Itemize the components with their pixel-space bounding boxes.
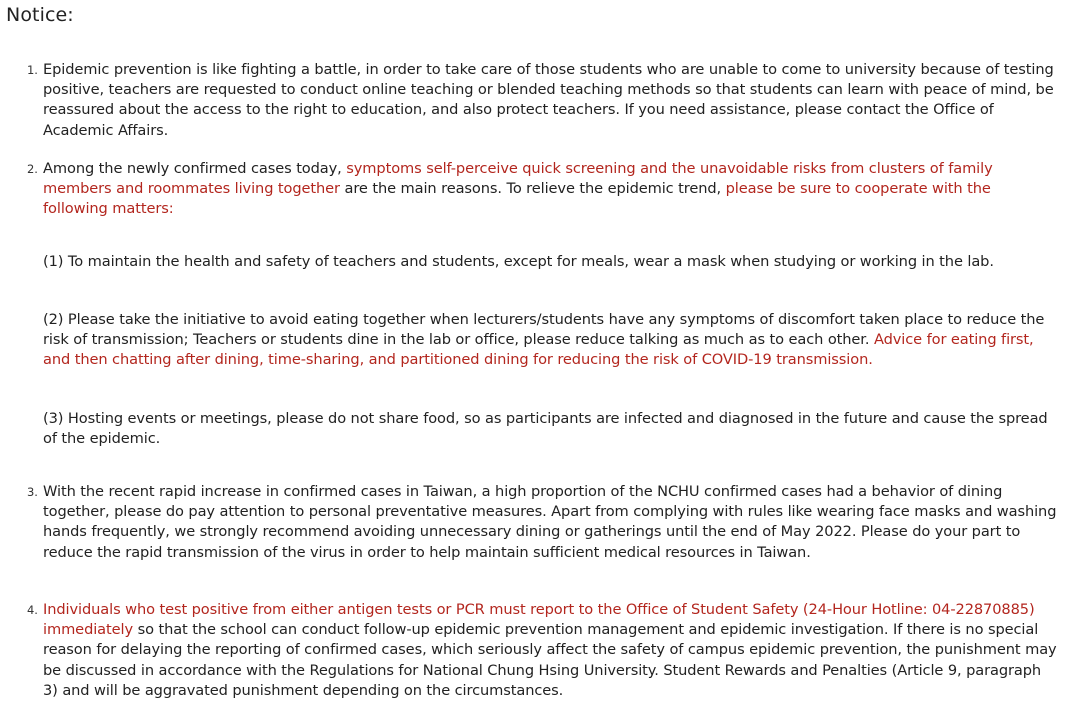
subitem-highlight: Advice for eating first, and then chatting after dining, time-sharing, and partitioned dining for reducing the risk of COVID-19 transmission. — [43, 331, 1034, 369]
notice-subitem-3 — [43, 409, 1059, 449]
notice-subitem-2 — [43, 310, 1059, 371]
item-highlight: please be sure to cooperate with the following matters: — [43, 180, 991, 218]
notice-item-4 — [27, 600, 1059, 701]
item-text: Among the newly confirmed cases today, — [43, 160, 347, 177]
item-number: 2. — [27, 162, 38, 176]
subitem-text: (1) To maintain the health and safety of teachers and students, except for meals, wear a mask when studying or working in the lab. — [43, 253, 994, 270]
notice-item-2 — [27, 159, 1059, 220]
item-number: 3. — [27, 485, 38, 499]
item-text: With the recent rapid increase in confirmed cases in Taiwan, a high proportion of the NCHU confirmed cases had a behavior of dining together, please do pay attention to personal preventative measures. Apart from complying with rules like wearing face masks and washing hands frequently, we strongly recommend avoiding unnecessary dining or gatherings until the end of May 2022. Please do your part to reduce the rapid transmission of the virus in order to help maintain sufficient medical resources in Taiwan. — [43, 483, 1057, 561]
notice-heading: Notice: — [6, 4, 74, 26]
item-number: 1. — [27, 63, 38, 77]
item-highlight: Individuals who test positive from either antigen tests or PCR must report to the Office of Student Safety (24-Hour Hotline: 04-22870885) immediately — [43, 601, 1035, 639]
item-number: 4. — [27, 603, 38, 617]
notice-subitem-1 — [43, 252, 1059, 272]
notice-item-3 — [27, 482, 1059, 563]
subitem-text: (2) Please take the initiative to avoid eating together when lecturers/students have any symptoms of discomfort taken place to reduce the risk of transmission; Teachers or students dine in the lab or office, please reduce talking as much as to each other. — [43, 311, 1045, 349]
notice-item-1 — [27, 60, 1059, 141]
item-text: so that the school can conduct follow-up epidemic prevention management and epidemic investigation. If there is no special reason for delaying the reporting of confirmed cases, which seriously affect the safety of campus epidemic prevention, the punishment may be discussed in accordance with the Regulations for National Chung Hsing University. Student Rewards and Penalties (Article 9, paragraph 3) and will be aggravated punishment depending on the circumstances. — [43, 621, 1057, 699]
item-highlight: symptoms self-perceive quick screening and the unavoidable risks from clusters of family members and roommates living together — [43, 160, 993, 198]
item-text: Epidemic prevention is like fighting a battle, in order to take care of those students who are unable to come to university because of testing positive, teachers are requested to conduct online teaching or blended teaching methods so that students can learn with peace of mind, be reassured about the access to the right to education, and also protect teachers. If you need assistance, please contact the Office of Academic Affairs. — [43, 61, 1054, 139]
item-text: are the main reasons. To relieve the epidemic trend, — [339, 180, 726, 198]
subitem-text: (3) Hosting events or meetings, please do not share food, so as participants are infected and diagnosed in the future and cause the spread of the epidemic. — [43, 410, 1048, 448]
